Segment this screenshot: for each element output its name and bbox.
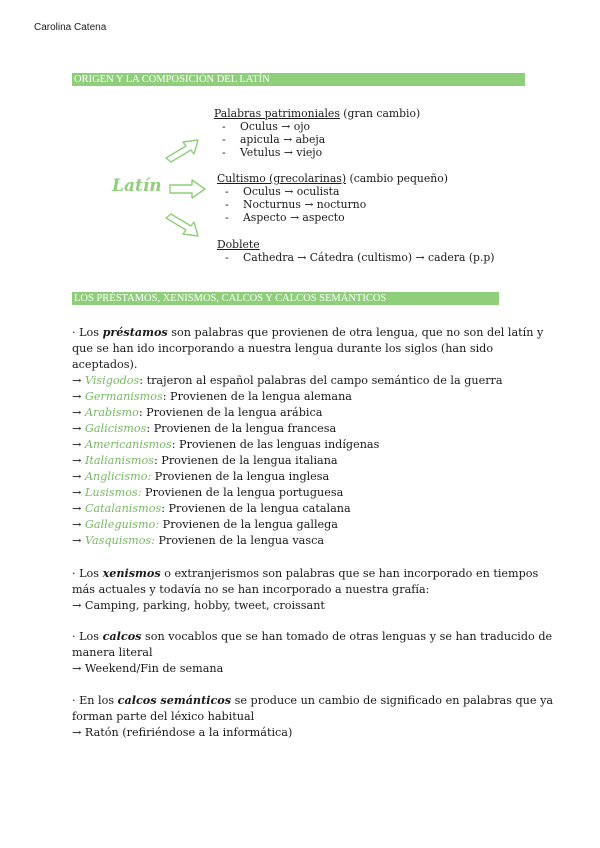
- calcos-term: calcos: [102, 629, 142, 643]
- calcos-semanticos-term: calcos semánticos: [117, 693, 232, 707]
- list-item: - Aspecto → aspecto: [225, 211, 345, 224]
- list-item: → Galleguismo: Provienen de la lengua gallega: [72, 518, 338, 531]
- section-title-prestamos: LOS PRÉSTAMOS, XENISMOS, CALCOS Y CALCOS SEMÁNTICOS: [72, 292, 499, 305]
- doblete-block: [217, 238, 495, 264]
- list-item: - Oculus → ojo: [222, 120, 311, 133]
- cultismo-note: (cambio pequeño): [346, 172, 448, 185]
- example-line: → Weekend/Fin de semana: [72, 662, 224, 675]
- patrimoniales-heading: Palabras patrimoniales: [214, 107, 340, 120]
- example-line: → Camping, parking, hobby, tweet, croissant: [72, 599, 325, 612]
- list-item: - Cathedra → Cátedra (cultismo) → cadera (p.p): [225, 251, 495, 264]
- latin-center-word: Latín: [112, 176, 162, 196]
- list-item: → Vasquismos: Provienen de la lengua vasca: [72, 534, 325, 547]
- list-item: - Nocturnus → nocturno: [225, 198, 367, 211]
- cultismo-heading: Cultismo (grecolarinas): [217, 172, 347, 185]
- list-item: - apicula → abeja: [222, 133, 326, 146]
- prestamos-paragraph: · Los préstamos son palabras que provienen de otra lengua, que no son del latín y que se han ido incorporando a nuestra lengua durante los siglos (han sido aceptados). → Visigodos: trajeron al español palabras del campo semántico de la guerra → Germanismos: Provienen de la lengua alemana → Arabismo: Provienen de la lengua arábica → Galicismos: Provienen de la lengua francesa → Americanismos: Provienen de las lenguas indígenas → Italianismos: Provienen de la lengua italiana → Anglicismo: Provienen de la lengua inglesa → Lusismos: Provienen de la lengua portuguesa → Catalanismos: Provienen de la lengua catalana → Galleguismo: Provienen de la lengua gallega → Vasquismos: Provienen de la lengua vasca: [72, 325, 544, 547]
- list-item: → Italianismos: Provienen de la lengua italiana: [72, 454, 338, 467]
- calcos-semanticos-paragraph: · En los calcos semánticos se produce un cambio de significado en palabras que ya forman parte del léxico habitual → Ratón (refiriéndose a la informática): [72, 693, 554, 739]
- patrimoniales-note: (gran cambio): [339, 107, 421, 120]
- cultismo-block: [217, 172, 448, 224]
- list-item: → Visigodos: trajeron al español palabras del campo semántico de la guerra: [72, 374, 503, 387]
- section-title-origen: ORIGEN Y LA COMPOSICIÓN DEL LATÍN: [72, 73, 525, 86]
- list-item: → Arabismo: Provienen de la lengua arábica: [72, 406, 323, 419]
- xenismos-paragraph: · Los xenismos o extranjerismos son palabras que se han incorporado en tiempos más actuales y todavía no se han incorporado a nuestra grafía: → Camping, parking, hobby, tweet, croissant: [72, 566, 539, 612]
- arrow-up-right-icon: [164, 136, 202, 166]
- example-line: → Ratón (refiriéndose a la informática): [72, 726, 293, 739]
- list-item: - Vetulus → viejo: [222, 146, 323, 159]
- calcos-paragraph: · Los calcos son vocablos que se han tomado de otras lenguas y se han traducido de manera literal → Weekend/Fin de semana: [72, 629, 553, 675]
- xenismos-term: xenismos: [102, 566, 161, 580]
- list-item: → Catalanismos: Provienen de la lengua catalana: [72, 502, 351, 515]
- list-item: → Germanismos: Provienen de la lengua alemana: [72, 390, 352, 403]
- arrow-down-right-icon: [164, 210, 202, 240]
- list-item: - Oculus → oculista: [225, 185, 340, 198]
- author-name: Carolina Catena: [34, 22, 107, 33]
- list-item: → Galicismos: Provienen de la lengua francesa: [72, 422, 337, 435]
- arrow-right-icon: [168, 178, 208, 200]
- prestamos-term: préstamos: [102, 325, 168, 339]
- list-item: → Anglicismo: Provienen de la lengua inglesa: [72, 470, 330, 483]
- patrimoniales-block: [214, 107, 420, 159]
- list-item: → Lusismos: Provienen de la lengua portuguesa: [72, 486, 344, 499]
- doblete-heading: Doblete: [217, 238, 260, 251]
- list-item: → Americanismos: Provienen de las lenguas indígenas: [72, 438, 380, 451]
